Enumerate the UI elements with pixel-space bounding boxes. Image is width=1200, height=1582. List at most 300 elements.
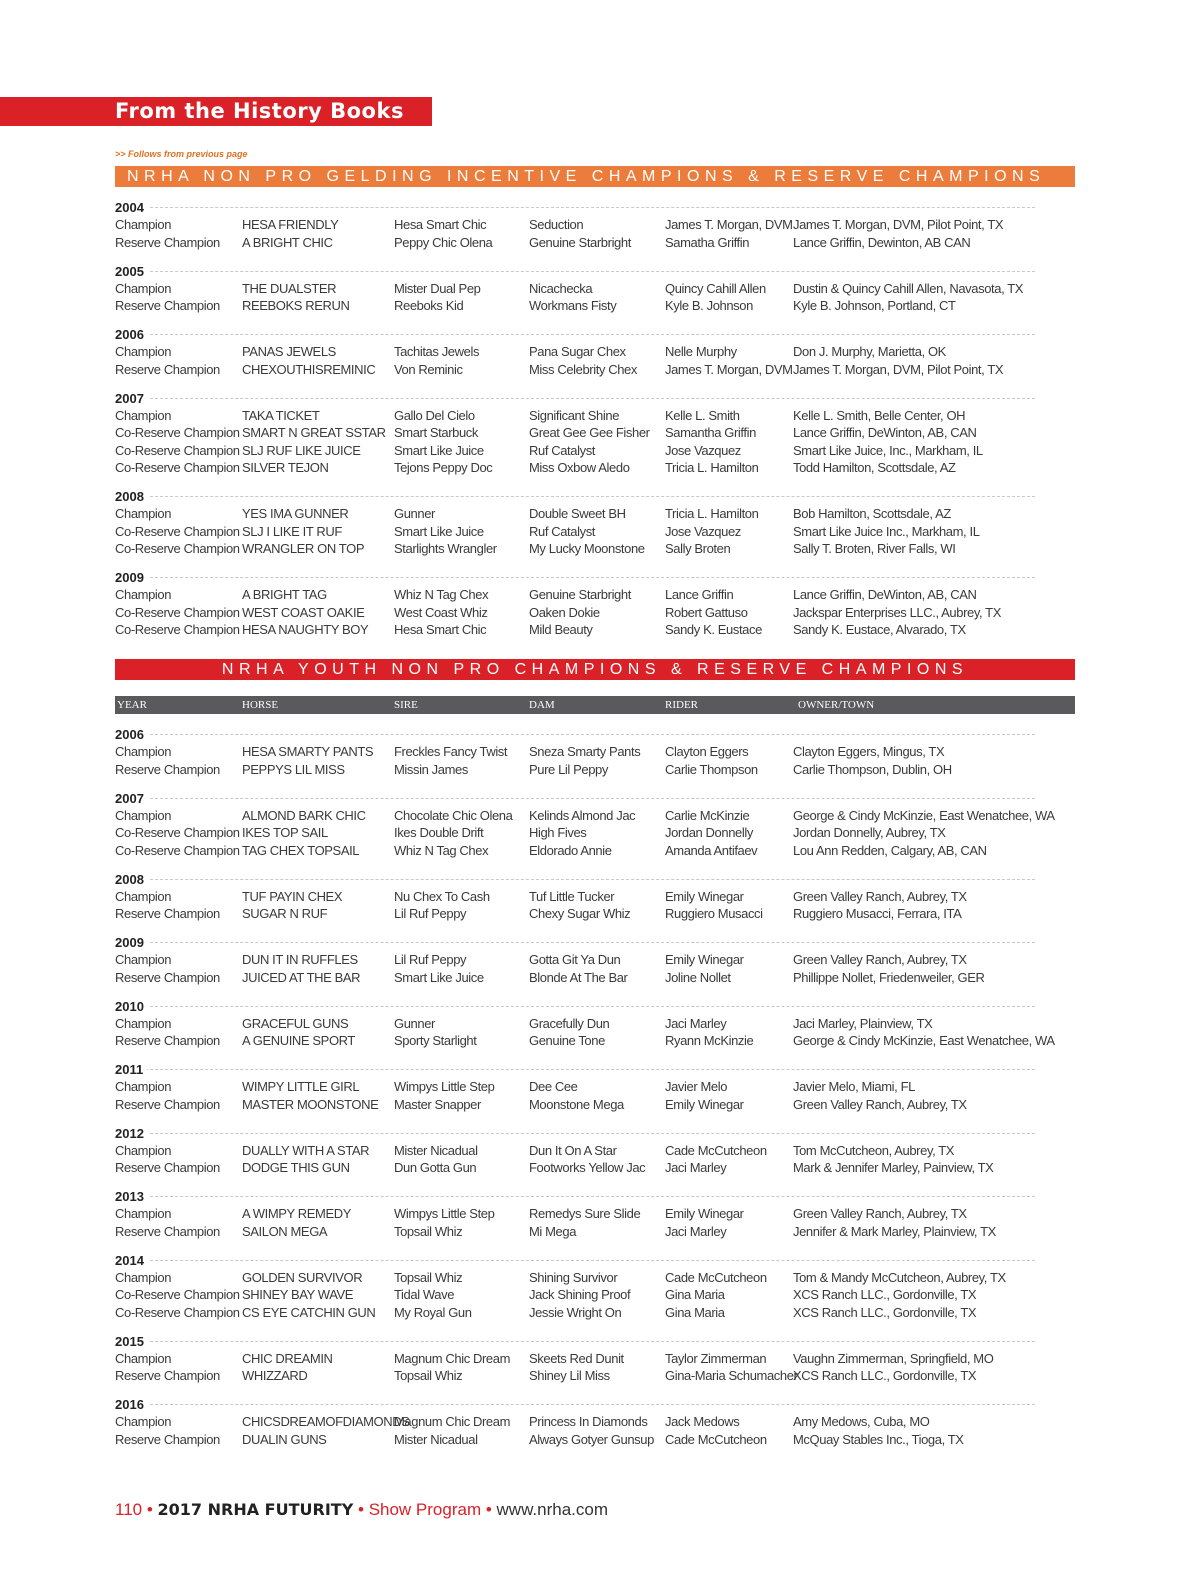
dashed-rule [115, 734, 1035, 735]
dashed-rule [115, 1196, 1035, 1197]
sire-cell: Magnum Chic Dream [394, 1414, 511, 1429]
dam-cell: Great Gee Gee Fisher [529, 425, 650, 440]
table-row [115, 807, 1075, 825]
year-group [115, 998, 1075, 1050]
dam-cell: Blonde At The Bar [529, 969, 628, 985]
year-divider [115, 569, 1075, 586]
sire-cell: Smart Like Juice [394, 969, 484, 985]
horse-cell: CHIC DREAMIN [242, 1350, 333, 1366]
dam-cell: Dun It On A Star [529, 1142, 617, 1158]
award-cell: Champion [115, 1079, 172, 1094]
award-cell: Reserve Champion [115, 1431, 220, 1447]
sire-cell: Topsail Whiz [394, 1223, 463, 1239]
table-row [115, 424, 1075, 442]
rider-cell: Gina-Maria Schumacher [665, 1368, 798, 1383]
year-group [115, 390, 1075, 477]
award-cell: Co-Reserve Champion [115, 460, 240, 475]
award-cell: Champion [115, 807, 172, 823]
rider-cell: Joline Nollet [665, 969, 731, 985]
col-year: YEAR [117, 699, 147, 711]
owner-town-cell: Green Valley Ranch, Aubrey, TX [793, 952, 967, 967]
year-label: 2009 [115, 569, 148, 586]
horse-cell: PEPPYS LIL MISS [242, 761, 345, 777]
year-divider [115, 1333, 1075, 1350]
owner-town-cell: Green Valley Ranch, Aubrey, TX [793, 1096, 967, 1112]
sire-cell: Missin James [394, 761, 468, 777]
dashed-rule [115, 207, 1035, 208]
rider-cell: Kyle B. Johnson [665, 298, 753, 313]
award-cell: Reserve Champion [115, 1096, 220, 1112]
award-cell: Co-Reserve Champion [115, 442, 240, 458]
owner-town-cell: Mark & Jennifer Marley, Painview, TX [793, 1160, 994, 1175]
sire-cell: Gunner [394, 1015, 435, 1031]
owner-town-cell: Jennifer & Mark Marley, Plainview, TX [793, 1223, 996, 1239]
table-row [115, 407, 1075, 425]
year-group [115, 871, 1075, 923]
rider-cell: Tricia L. Hamilton [665, 506, 759, 521]
horse-cell: TAKA TICKET [242, 407, 320, 423]
table-row [115, 1431, 1075, 1449]
year-group [115, 263, 1075, 315]
year-divider [115, 1125, 1075, 1142]
table-row [115, 361, 1075, 379]
table-row [115, 1078, 1075, 1096]
table-row [115, 1096, 1075, 1114]
table-row [115, 761, 1075, 779]
horse-cell: DUALLY WITH A STAR [242, 1142, 370, 1158]
horse-cell: CHEXOUTHISREMINIC [242, 361, 376, 377]
owner-town-cell: Bob Hamilton, Scottsdale, AZ [793, 506, 951, 521]
year-label: 2012 [115, 1125, 148, 1142]
col-horse: HORSE [242, 699, 279, 711]
sire-cell: Chocolate Chic Olena [394, 807, 513, 823]
rider-cell: Kelle L. Smith [665, 407, 740, 423]
horse-cell: DODGE THIS GUN [242, 1160, 350, 1175]
youth-table-header [115, 696, 1075, 714]
year-divider [115, 871, 1075, 888]
year-group [115, 488, 1075, 558]
dam-cell: Jack Shining Proof [529, 1287, 631, 1302]
dashed-rule [115, 577, 1035, 578]
table-row [115, 540, 1075, 558]
dashed-rule [115, 1133, 1035, 1134]
sire-cell: Smart Like Juice [394, 442, 484, 458]
award-cell: Champion [115, 1350, 172, 1366]
year-divider [115, 199, 1075, 216]
dam-cell: Mi Mega [529, 1223, 577, 1239]
table-row [115, 1223, 1075, 1241]
owner-town-cell: Tom & Mandy McCutcheon, Aubrey, TX [793, 1269, 1006, 1285]
year-label: 2006 [115, 326, 148, 343]
dam-cell: Miss Oxbow Aledo [529, 460, 630, 475]
table-row [115, 1350, 1075, 1368]
table-row [115, 1142, 1075, 1160]
table-row [115, 1304, 1075, 1322]
award-cell: Co-Reserve Champion [115, 523, 240, 539]
rider-cell: James T. Morgan, DVM [665, 217, 793, 232]
horse-cell: JUICED AT THE BAR [242, 969, 361, 985]
horse-cell: DUN IT IN RUFFLES [242, 952, 358, 967]
sire-cell: Reeboks Kid [394, 298, 464, 313]
sire-cell: Tachitas Jewels [394, 344, 480, 359]
rider-cell: Quincy Cahill Allen [665, 280, 766, 296]
award-cell: Champion [115, 280, 172, 296]
table-row [115, 1286, 1075, 1304]
table-row [115, 1205, 1075, 1223]
dam-cell: My Lucky Moonstone [529, 541, 645, 556]
owner-town-cell: Lou Ann Redden, Calgary, AB, CAN [793, 842, 987, 858]
table-row [115, 969, 1075, 987]
year-group [115, 790, 1075, 860]
owner-town-cell: Carlie Thompson, Dublin, OH [793, 761, 952, 777]
year-divider [115, 488, 1075, 505]
rider-cell: Jaci Marley [665, 1015, 727, 1031]
dashed-rule [115, 879, 1035, 880]
award-cell: Reserve Champion [115, 1160, 220, 1175]
rider-cell: Emily Winegar [665, 1096, 744, 1112]
rider-cell: Emily Winegar [665, 952, 744, 967]
award-cell: Champion [115, 1414, 172, 1429]
table-row [115, 824, 1075, 842]
rider-cell: Emily Winegar [665, 1206, 744, 1221]
year-group [115, 1333, 1075, 1385]
dam-cell: Seduction [529, 217, 584, 232]
award-cell: Reserve Champion [115, 298, 220, 313]
dashed-rule [115, 334, 1035, 335]
dashed-rule [115, 271, 1035, 272]
continued-note: >> Follows from previous page [115, 149, 248, 159]
award-cell: Reserve Champion [115, 969, 220, 985]
sire-cell: Tejons Peppy Doc [394, 460, 493, 475]
owner-town-cell: Ruggiero Musacci, Ferrara, ITA [793, 906, 962, 921]
table-row [115, 1015, 1075, 1033]
rider-cell: Robert Gattuso [665, 604, 748, 620]
sire-cell: Gunner [394, 506, 435, 521]
owner-town-cell: Tom McCutcheon, Aubrey, TX [793, 1142, 955, 1158]
award-cell: Reserve Champion [115, 1368, 220, 1383]
award-cell: Champion [115, 217, 172, 232]
footer-separator: • [481, 1500, 497, 1519]
sire-cell: Freckles Fancy Twist [394, 744, 508, 759]
rider-cell: Taylor Zimmerman [665, 1350, 767, 1366]
horse-cell: SLJ RUF LIKE JUICE [242, 442, 361, 458]
year-group [115, 1396, 1075, 1448]
horse-cell: MASTER MOONSTONE [242, 1096, 379, 1112]
owner-town-cell: Jordan Donnelly, Aubrey, TX [793, 825, 946, 840]
table-row [115, 743, 1075, 761]
dam-cell: Nicachecka [529, 280, 593, 296]
rider-cell: Jose Vazquez [665, 523, 741, 539]
year-label: 2009 [115, 934, 148, 951]
footer-separator: • [353, 1500, 369, 1519]
horse-cell: SMART N GREAT SSTAR [242, 425, 386, 440]
owner-town-cell: Kyle B. Johnson, Portland, CT [793, 298, 956, 313]
sire-cell: Peppy Chic Olena [394, 234, 493, 250]
award-cell: Champion [115, 1142, 172, 1158]
sire-cell: Nu Chex To Cash [394, 888, 490, 904]
dashed-rule [115, 1341, 1035, 1342]
rider-cell: Gina Maria [665, 1304, 725, 1320]
year-divider [115, 1061, 1075, 1078]
horse-cell: HESA NAUGHTY BOY [242, 622, 369, 637]
year-label: 2008 [115, 871, 148, 888]
dashed-rule [115, 1069, 1035, 1070]
footer-url[interactable]: www.nrha.com [496, 1500, 609, 1519]
dam-cell: Always Gotyer Gunsup [529, 1431, 654, 1447]
year-label: 2008 [115, 488, 148, 505]
dam-cell: Tuf Little Tucker [529, 888, 615, 904]
owner-town-cell: Phillippe Nollet, Friedenweiler, GER [793, 969, 985, 985]
horse-cell: GRACEFUL GUNS [242, 1015, 349, 1031]
award-cell: Champion [115, 407, 172, 423]
dashed-rule [115, 496, 1035, 497]
dam-cell: Moonstone Mega [529, 1096, 624, 1112]
sire-cell: West Coast Whiz [394, 604, 488, 620]
table-row [115, 459, 1075, 477]
owner-town-cell: XCS Ranch LLC., Gordonville, TX [793, 1304, 977, 1320]
rider-cell: Emily Winegar [665, 888, 744, 904]
rider-cell: Sandy K. Eustace [665, 622, 762, 637]
year-divider [115, 790, 1075, 807]
rider-cell: Ryann McKinzie [665, 1033, 754, 1048]
owner-town-cell: XCS Ranch LLC., Gordonville, TX [793, 1368, 977, 1383]
owner-town-cell: Don J. Murphy, Marietta, OK [793, 344, 946, 359]
col-rider: RIDER [665, 699, 698, 711]
dam-cell: Double Sweet BH [529, 506, 626, 521]
owner-town-cell: James T. Morgan, DVM, Pilot Point, TX [793, 217, 1004, 232]
table-row [115, 586, 1075, 604]
award-cell: Reserve Champion [115, 1223, 220, 1239]
dam-cell: Significant Shine [529, 407, 620, 423]
horse-cell: ALMOND BARK CHIC [242, 807, 366, 823]
owner-town-cell: Green Valley Ranch, Aubrey, TX [793, 1206, 967, 1221]
owner-town-cell: Clayton Eggers, Mingus, TX [793, 744, 945, 759]
dam-cell: Sneza Smarty Pants [529, 744, 641, 759]
horse-cell: YES IMA GUNNER [242, 506, 349, 521]
table-row [115, 888, 1075, 906]
col-dam: DAM [529, 699, 555, 711]
owner-town-cell: Todd Hamilton, Scottsdale, AZ [793, 460, 956, 475]
owner-town-cell: Sandy K. Eustace, Alvarado, TX [793, 622, 966, 637]
sire-cell: Tidal Wave [394, 1287, 455, 1302]
year-divider [115, 390, 1075, 407]
owner-town-cell: Lance Griffin, DeWinton, AB, CAN [793, 425, 977, 440]
owner-town-cell: Jaci Marley, Plainview, TX [793, 1015, 933, 1031]
award-cell: Reserve Champion [115, 361, 220, 377]
sire-cell: Gallo Del Cielo [394, 407, 475, 423]
rider-cell: Jose Vazquez [665, 442, 741, 458]
horse-cell: HESA FRIENDLY [242, 217, 339, 232]
table-row [115, 1413, 1075, 1431]
owner-town-cell: Lance Griffin, Dewinton, AB CAN [793, 234, 971, 250]
dam-cell: Oaken Dokie [529, 604, 600, 620]
horse-cell: A GENUINE SPORT [242, 1033, 355, 1048]
youth-non-pro-table [115, 726, 1075, 1460]
rider-cell: Cade McCutcheon [665, 1269, 767, 1285]
award-cell: Reserve Champion [115, 234, 220, 250]
year-divider [115, 1188, 1075, 1205]
rider-cell: Tricia L. Hamilton [665, 460, 759, 475]
year-label: 2014 [115, 1252, 148, 1269]
year-group [115, 1252, 1075, 1322]
rider-cell: Jaci Marley [665, 1160, 727, 1175]
year-group [115, 726, 1075, 778]
rider-cell: Javier Melo [665, 1079, 728, 1094]
year-group [115, 199, 1075, 251]
sire-cell: Whiz N Tag Chex [394, 587, 489, 602]
dam-cell: Pure Lil Peppy [529, 761, 608, 777]
horse-cell: WRANGLER ON TOP [242, 541, 365, 556]
horse-cell: SUGAR N RUF [242, 906, 328, 921]
year-label: 2011 [115, 1061, 147, 1078]
table-row [115, 951, 1075, 969]
footer-separator: • [142, 1500, 158, 1519]
table-row [115, 297, 1075, 315]
table-row [115, 1159, 1075, 1177]
owner-town-cell: Green Valley Ranch, Aubrey, TX [793, 888, 967, 904]
dam-cell: Ruf Catalyst [529, 523, 596, 539]
dam-cell: Gotta Git Ya Dun [529, 952, 621, 967]
dam-cell: Shiney Lil Miss [529, 1368, 610, 1383]
dam-cell: Princess In Diamonds [529, 1414, 648, 1429]
year-label: 2007 [115, 790, 148, 807]
award-cell: Co-Reserve Champion [115, 541, 240, 556]
sire-cell: Hesa Smart Chic [394, 622, 487, 637]
dashed-rule [115, 942, 1035, 943]
section-title-gelding-incentive: NRHA NON PRO GELDING INCENTIVE CHAMPIONS & RESERVE CHAMPIONS [115, 166, 1075, 187]
owner-town-cell: Vaughn Zimmerman, Springfield, MO [793, 1350, 994, 1366]
horse-cell: HESA SMARTY PANTS [242, 744, 374, 759]
page-section-title: From the History Books [115, 99, 404, 123]
owner-town-cell: Smart Like Juice Inc., Markham, IL [793, 523, 980, 539]
rider-cell: Gina Maria [665, 1287, 725, 1302]
col-sire: SIRE [394, 699, 418, 711]
rider-cell: Amanda Antifaev [665, 842, 758, 858]
sire-cell: Smart Like Juice [394, 523, 484, 539]
dam-cell: Miss Celebrity Chex [529, 361, 637, 377]
award-cell: Co-Reserve Champion [115, 825, 240, 840]
page-number: 110 [115, 1500, 143, 1519]
award-cell: Co-Reserve Champion [115, 622, 240, 637]
sire-cell: Hesa Smart Chic [394, 217, 487, 232]
horse-cell: THE DUALSTER [242, 280, 337, 296]
sire-cell: Lil Ruf Peppy [394, 906, 467, 921]
dam-cell: Pana Sugar Chex [529, 344, 626, 359]
owner-town-cell: James T. Morgan, DVM, Pilot Point, TX [793, 361, 1004, 377]
year-divider [115, 263, 1075, 280]
year-divider [115, 1396, 1075, 1413]
sire-cell: Topsail Whiz [394, 1269, 463, 1285]
horse-cell: WHIZZARD [242, 1368, 308, 1383]
dashed-rule [115, 1260, 1035, 1261]
owner-town-cell: Lance Griffin, DeWinton, AB, CAN [793, 587, 977, 602]
table-row [115, 621, 1075, 639]
table-row [115, 842, 1075, 860]
rider-cell: Samantha Griffin [665, 425, 756, 440]
table-row [115, 234, 1075, 252]
horse-cell: A BRIGHT CHIC [242, 234, 333, 250]
award-cell: Champion [115, 1269, 172, 1285]
sire-cell: Smart Starbuck [394, 425, 478, 440]
horse-cell: SILVER TEJON [242, 460, 329, 475]
award-cell: Co-Reserve Champion [115, 1304, 240, 1320]
year-label: 2013 [115, 1188, 148, 1205]
sire-cell: Dun Gotta Gun [394, 1160, 477, 1175]
table-row [115, 1032, 1075, 1050]
award-cell: Reserve Champion [115, 761, 220, 777]
dam-cell: Kelinds Almond Jac [529, 807, 636, 823]
rider-cell: Jordan Donnelly [665, 825, 753, 840]
dam-cell: Eldorado Annie [529, 842, 612, 858]
owner-town-cell: George & Cindy McKinzie, East Wenatchee, WA [793, 807, 1055, 823]
award-cell: Champion [115, 1206, 172, 1221]
award-cell: Co-Reserve Champion [115, 1287, 240, 1302]
dam-cell: High Fives [529, 825, 587, 840]
table-row [115, 905, 1075, 923]
footer-program: Show Program [368, 1500, 482, 1519]
dashed-rule [115, 1404, 1035, 1405]
year-group [115, 326, 1075, 378]
owner-town-cell: McQuay Stables Inc., Tioga, TX [793, 1431, 964, 1447]
horse-cell: TAG CHEX TOPSAIL [242, 842, 360, 858]
rider-cell: Cade McCutcheon [665, 1431, 767, 1447]
sire-cell: Starlights Wrangler [394, 541, 497, 556]
horse-cell: A BRIGHT TAG [242, 587, 327, 602]
sire-cell: Wimpys Little Step [394, 1079, 495, 1094]
award-cell: Reserve Champion [115, 906, 220, 921]
year-group [115, 1125, 1075, 1177]
sire-cell: Ikes Double Drift [394, 825, 484, 840]
year-divider [115, 934, 1075, 951]
horse-cell: GOLDEN SURVIVOR [242, 1269, 363, 1285]
year-divider [115, 998, 1075, 1015]
rider-cell: Clayton Eggers [665, 744, 749, 759]
dam-cell: Genuine Starbright [529, 587, 631, 602]
page-footer [115, 1500, 608, 1520]
horse-cell: SHINEY BAY WAVE [242, 1287, 354, 1302]
rider-cell: Jaci Marley [665, 1223, 727, 1239]
dashed-rule [115, 1006, 1035, 1007]
sire-cell: Magnum Chic Dream [394, 1350, 511, 1366]
table-row [115, 280, 1075, 298]
year-group [115, 934, 1075, 986]
award-cell: Co-Reserve Champion [115, 842, 240, 858]
rider-cell: Carlie McKinzie [665, 807, 750, 823]
award-cell: Champion [115, 888, 172, 904]
year-group [115, 1188, 1075, 1240]
year-label: 2016 [115, 1396, 148, 1413]
rider-cell: Carlie Thompson [665, 761, 758, 777]
table-row [115, 343, 1075, 361]
award-cell: Champion [115, 587, 172, 602]
year-group [115, 1061, 1075, 1113]
year-label: 2005 [115, 263, 148, 280]
sire-cell: My Royal Gun [394, 1304, 472, 1320]
award-cell: Champion [115, 952, 172, 967]
owner-town-cell: Javier Melo, Miami, FL [793, 1079, 915, 1094]
rider-cell: Lance Griffin [665, 587, 734, 602]
award-cell: Champion [115, 1015, 172, 1031]
owner-town-cell: XCS Ranch LLC., Gordonville, TX [793, 1287, 977, 1302]
award-cell: Champion [115, 506, 172, 521]
dashed-rule [115, 798, 1035, 799]
dam-cell: Dee Cee [529, 1079, 578, 1094]
award-cell: Reserve Champion [115, 1033, 220, 1048]
dam-cell: Genuine Starbright [529, 234, 631, 250]
sire-cell: Topsail Whiz [394, 1368, 463, 1383]
table-row [115, 604, 1075, 622]
dam-cell: Mild Beauty [529, 622, 593, 637]
